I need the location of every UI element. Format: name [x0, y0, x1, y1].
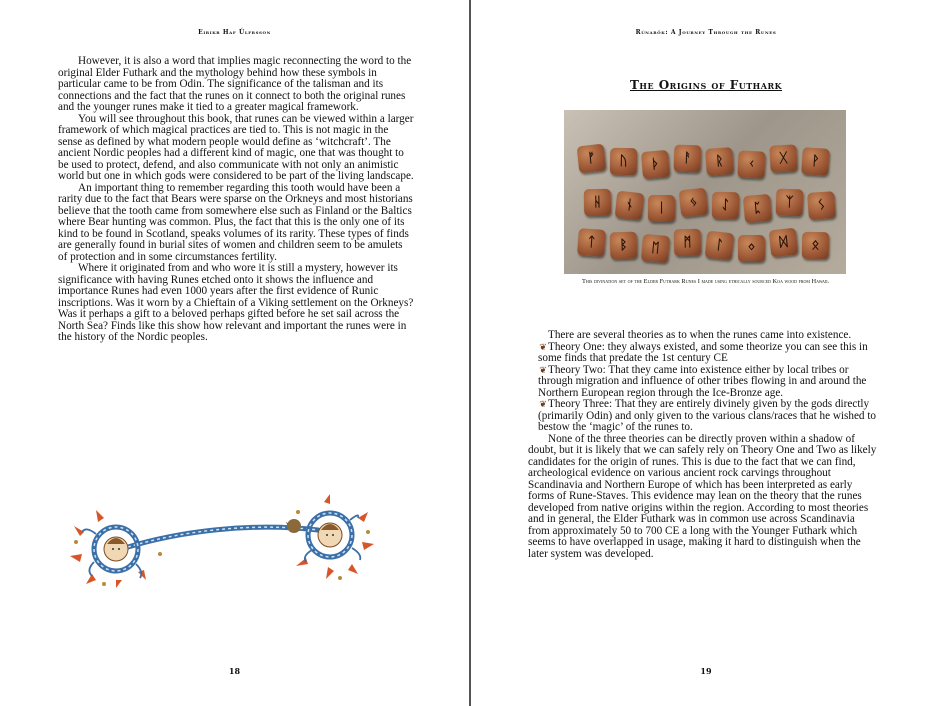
rune-stone: ᚷ	[769, 144, 797, 172]
rune-stone: ᛚ	[705, 231, 735, 261]
rune-stones-photo	[564, 110, 846, 300]
rune-stone: ᛊ	[807, 191, 836, 220]
right-page-number: 19	[700, 666, 712, 676]
intro-paragraph: There are several theories as to when the runes came into existence.	[548, 329, 852, 341]
rune-stone: ᚨ	[674, 145, 702, 173]
theory-two-item	[528, 365, 878, 400]
rune-stone: ᛈ	[743, 194, 772, 223]
paragraph: You will see throughout this book, that runes can be viewed within a larger framework of which magical practices are tied to. This is not magic in the sense as defined by what modern people would define as ‘witchcraft’. The ancient Nordic peoples had a different kind of magic, one that was thought to be used to protect, defend, and also communicate with not only an animistic world but one in which gods were considered to be part of the living landscape.	[58, 112, 414, 182]
theory-three-item	[528, 399, 878, 434]
theory-two-text: Theory Two: That they came into existence either by local tribes or through migration and influence of other tribes flowing in and around the Northern European region through the Ice-Bronze age.	[538, 363, 867, 399]
theory-three-text: Theory Three: That they are entirely divinely given by the gods directly (primarily Odin) and only given to the various clans/races that he wished to bestow the ‘magic’ of the runes to.	[538, 398, 877, 433]
right-running-head: Rúnarök: A Journey Through the Runes	[635, 29, 777, 36]
left-body-text	[58, 56, 414, 344]
rune-stone: ᛏ	[577, 228, 606, 257]
rune-stone: ᚾ	[615, 191, 645, 221]
closing-paragraph: None of the three theories can be directly proven within a shadow of doubt, but it is likely that we can safely rely on Theory One and Two as likely candidates for the origin of runes. This is due to the fact that we can find, archeological evidence on various ancient rock carvings throughout Scandinavia and Northern Europe of which has been interpreted as early forms of Rune-Staves. This evidence may lean on the theory that the runes developed from native origins within the region. According to most theories and in general, the Elder Futhark was in common use across Scandinavia from approximately 50 to 700 CE a long with the Younger Futhark which seems to have overlapped in usage, making it hard to distinguish when the later system was developed.	[528, 432, 877, 560]
rune-stone: ᛟ	[802, 232, 829, 259]
right-page	[471, 0, 941, 706]
left-running-head: Eirikr Haf Úlfrsson	[198, 29, 271, 36]
rune-stone: ᚠ	[577, 144, 607, 174]
chapter-title: The Origins of Futhark	[629, 78, 783, 92]
theory-one-text: Theory One: they always existed, and some theorize you can see this in some finds that predate the 1st century CE	[538, 340, 868, 364]
rune-stone: ᛉ	[776, 189, 804, 217]
photo-caption: This divination set of the Elder Futhark Runes I made using ethically sourced Koa wood from Hawaii.	[564, 274, 846, 300]
rune-stone: ᛁ	[648, 195, 675, 222]
rune-stone: ᛒ	[610, 232, 638, 260]
rune-stone: ᚹ	[801, 147, 830, 176]
rune-stone: ᚺ	[584, 189, 611, 216]
rune-stone: ᚦ	[641, 150, 670, 179]
rune-stone: ᛜ	[738, 235, 765, 262]
right-body-text	[528, 330, 878, 560]
rune-stone: ᛞ	[769, 228, 799, 258]
paragraph: An important thing to remember regarding this tooth would have been a rarity due to the fact that Bears were sparse on the Orkneys and most historians believe that the tooth came from somewhere else such as Finland or the Baltics where Bear hunting was common. Plus, the fact that this is the only one of its kind to be found in Scotland, speaks volumes of its rarity. These types of finds are generally found in burial sites of women and children seem to be amulets of protection and in some circumstances fertility.	[58, 181, 413, 263]
rune-stone: ᛗ	[674, 229, 701, 256]
rune-stone: ᚲ	[737, 150, 765, 178]
rune-stone: ᛖ	[641, 234, 670, 263]
leaf-bullet-icon: ❦	[539, 399, 547, 409]
paragraph: However, it is also a word that implies magic reconnecting the word to the original Elder Futhark and the mythology behind how these symbols in particular came to be from Odin. The significance of the talisman and its connections and the fact that the runes on it connect to both the original runes and the younger runes make it tied to a greater magical framework.	[58, 55, 412, 113]
rune-stone: ᚢ	[610, 148, 637, 175]
rune-stone: ᚱ	[705, 147, 734, 176]
rune-stone: ᛇ	[712, 192, 739, 219]
left-page	[0, 0, 469, 706]
left-page-number: 18	[228, 666, 241, 676]
rune-stone: ᛃ	[679, 188, 709, 218]
leaf-bullet-icon: ❦	[539, 364, 547, 375]
leaf-bullet-icon: ❦	[539, 341, 547, 352]
medieval-rope-ornament-illustration	[68, 492, 383, 588]
paragraph: Where it originated from and who wore it is still a mystery, however its significance with having Runes etched onto it shows the influence and importance Runes had even 1000 years after the first evidence of Runic inscriptions. Was it worn by a Chieftain of a Viking settlement on the Orkneys? Was it perhaps a gift to a beloved perhaps gifted before he set sail across the North Sea? Finds like this show how relevant and important the runes were in the history of the Nordic peoples.	[58, 262, 414, 343]
theory-one-item	[528, 342, 878, 365]
